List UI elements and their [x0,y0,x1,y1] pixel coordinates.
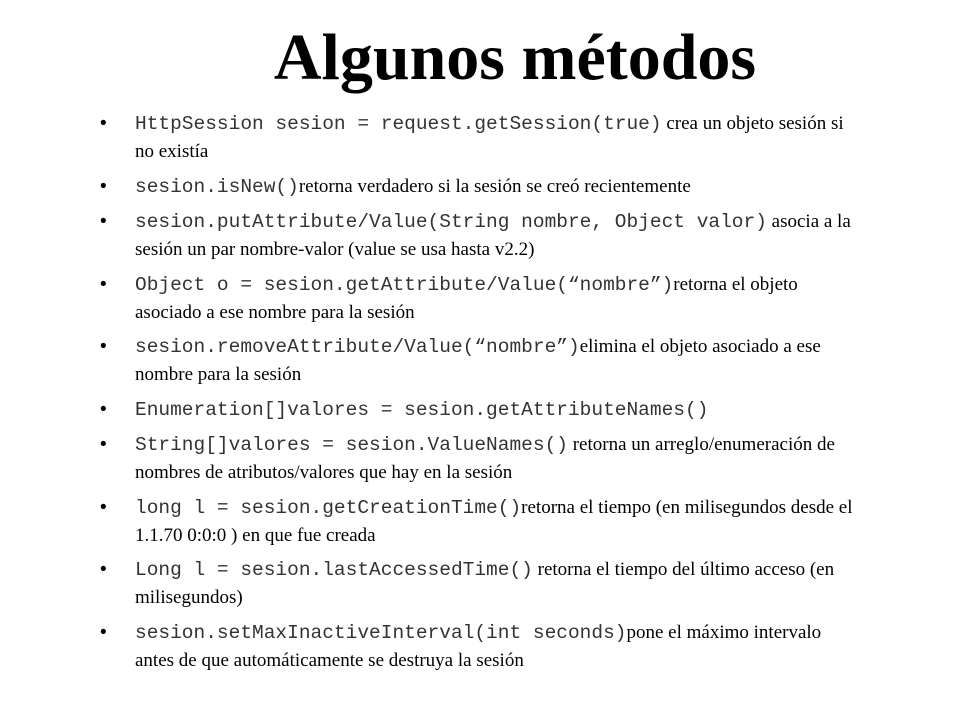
bullet-item-creation-time [100,494,860,549]
bullet-code: sesion.setMaxInactiveInterval(int seconds) [135,621,627,644]
bullet-icon: • [100,496,107,518]
bullet-icon: • [100,559,107,580]
bullet-icon: • [100,398,107,420]
bullet-item-remove-attribute [100,333,860,388]
bullet-code: sesion.putAttribute/Value(String nombre, Object valor) [135,211,767,233]
bullet-item-max-inactive [100,619,860,674]
bullet-code: Long l = sesion.lastAccessedTime() [135,559,533,581]
bullet-text: pone el máximo intervalo antes de que automáticamente se destruya la sesión [135,621,822,671]
bullet-code: long l = sesion.getCreationTime() [135,496,522,519]
bullet-text: retorna el tiempo (en milisegundos desde el 1.1.70 0:0:0 ) en que fue creada [135,496,853,546]
bullet-item-last-accessed [100,556,860,611]
bullet-text: asocia a la sesión un par nombre-valor (value se usa hasta v2.2) [135,211,851,260]
bullet-icon: • [100,175,107,197]
bullet-icon: • [100,113,107,134]
bullet-item-put-attribute [100,208,860,263]
bullet-text: retorna verdadero si la sesión se creó recientemente [298,175,691,197]
bullet-item-get-attribute [100,271,860,326]
bullet-item-value-names [100,431,860,486]
bullet-code: sesion.removeAttribute/Value(“nombre”) [135,336,580,358]
bullet-icon: • [100,273,107,295]
bullet-item-session-create [100,110,860,165]
bullet-code: Object o = sesion.getAttribute/Value(“nombre”) [135,273,674,296]
bullet-icon: • [100,211,107,232]
bullet-code: sesion.isNew() [135,175,299,198]
bullet-item-is-new [100,173,860,201]
bullet-text: retorna un arreglo/enumeración de nombres de atributos/valores que hay en la sesión [135,434,835,483]
bullet-text: elimina el objeto asociado a ese nombre para la sesión [135,336,821,385]
bullet-code: Enumeration[]valores = sesion.getAttributeNames() [135,398,709,421]
bullet-list [100,110,860,681]
bullet-text: crea un objeto sesión si no existía [135,113,844,162]
bullet-item-attribute-names [100,396,860,424]
bullet-text: retorna el objeto asociado a ese nombre para la sesión [135,273,798,323]
bullet-icon: • [100,336,107,357]
bullet-icon: • [100,621,107,643]
bullet-icon: • [100,434,107,455]
bullet-text: retorna el tiempo del último acceso (en milisegundos) [135,559,835,608]
bullet-code: String[]valores = sesion.ValueNames() [135,434,568,456]
slide-title: Algunos métodos [273,21,757,94]
bullet-code: HttpSession sesion = request.getSession(true) [135,113,662,135]
